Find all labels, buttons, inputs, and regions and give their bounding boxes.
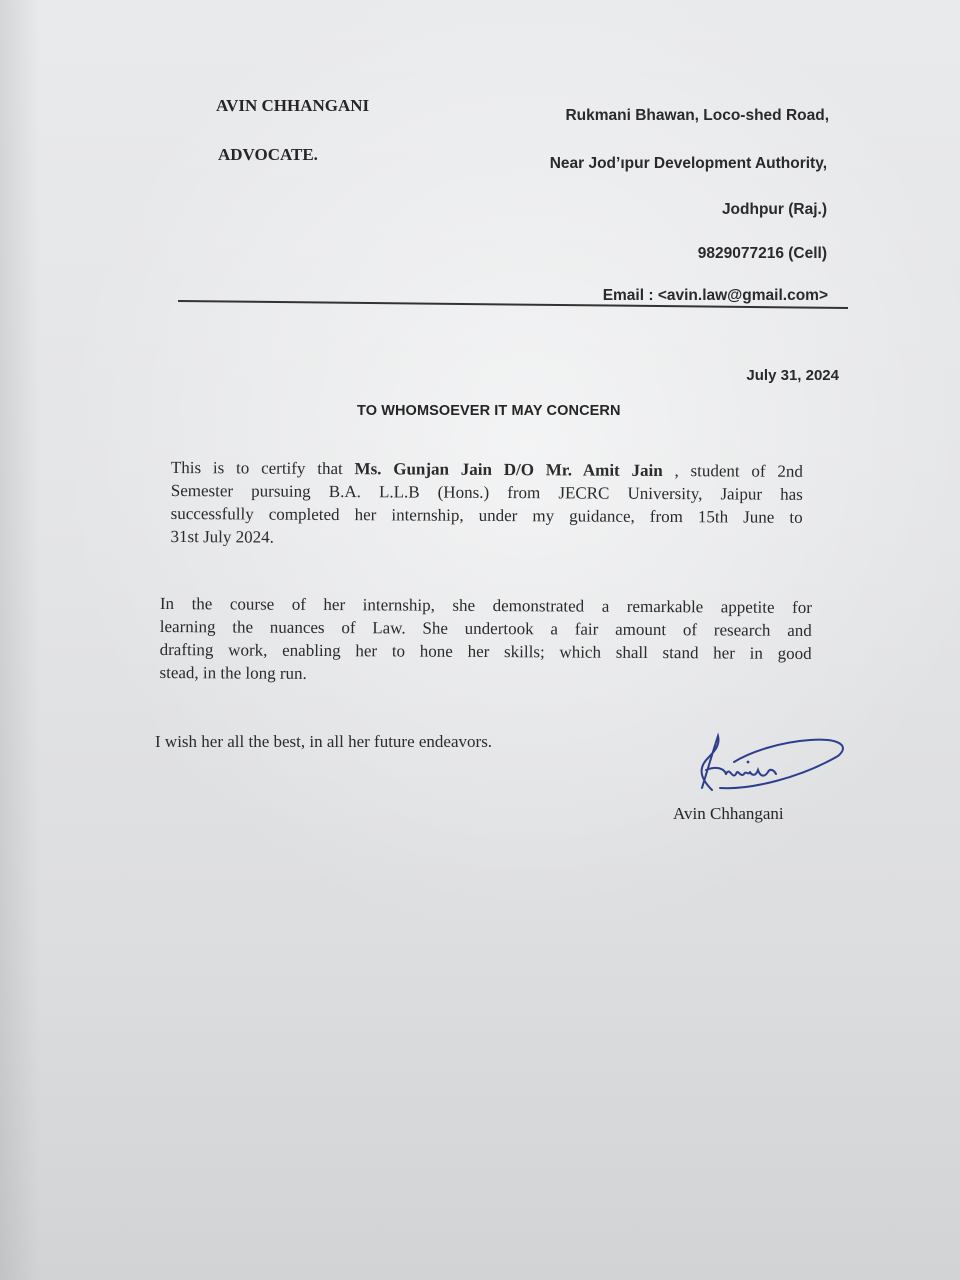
address-line-2: Near Jod’ıpur Development Authority, bbox=[549, 155, 827, 172]
address-line-3: Jodhpur (Raj.) bbox=[721, 201, 827, 218]
closing-wish: I wish her all the best, in all her future endeavors. bbox=[155, 732, 493, 751]
paragraph-line: drafting work, enabling her to hone her skills; which shall stand her in good bbox=[159, 639, 812, 663]
paragraph-line: In the course of her internship, she demonstrated a remarkable appetite for bbox=[159, 593, 812, 617]
student-name: Ms. Gunjan Jain D/O Mr. Amit Jain bbox=[354, 459, 663, 481]
paragraph-line: Semester pursuing B.A. L.L.B (Hons.) from JECRC University, Jaipur has bbox=[170, 480, 803, 504]
letter-date: July 31, 2024 bbox=[746, 367, 839, 384]
signer-name: Avin Chhangani bbox=[673, 804, 784, 823]
paragraph-line: 31st July 2024. bbox=[170, 526, 275, 547]
advocate-designation: ADVOCATE. bbox=[218, 145, 318, 164]
phone-number: 9829077216 (Cell) bbox=[697, 245, 827, 262]
certificate-paragraph bbox=[170, 456, 803, 552]
handwritten-signature bbox=[690, 728, 850, 798]
intro-text: This is to certify that bbox=[170, 457, 355, 479]
address-line-1: Rukmani Bhawan, Loco-shed Road, bbox=[565, 107, 829, 124]
letter-subject: TO WHOMSOEVER IT MAY CONCERN bbox=[357, 403, 621, 419]
paragraph-line: successfully completed her internship, under my guidance, from 15th June to bbox=[170, 503, 803, 527]
advocate-name: AVIN CHHANGANI bbox=[216, 96, 370, 115]
student-semester-text: , student of 2nd bbox=[662, 461, 803, 481]
page-shadow bbox=[0, 0, 40, 1280]
paragraph-line: stead, in the long run. bbox=[159, 662, 307, 683]
paragraph-line: learning the nuances of Law. She undertook a fair amount of research and bbox=[159, 616, 812, 640]
performance-paragraph bbox=[159, 592, 812, 688]
email-address: Email : <avin.law@gmail.com> bbox=[602, 287, 828, 304]
